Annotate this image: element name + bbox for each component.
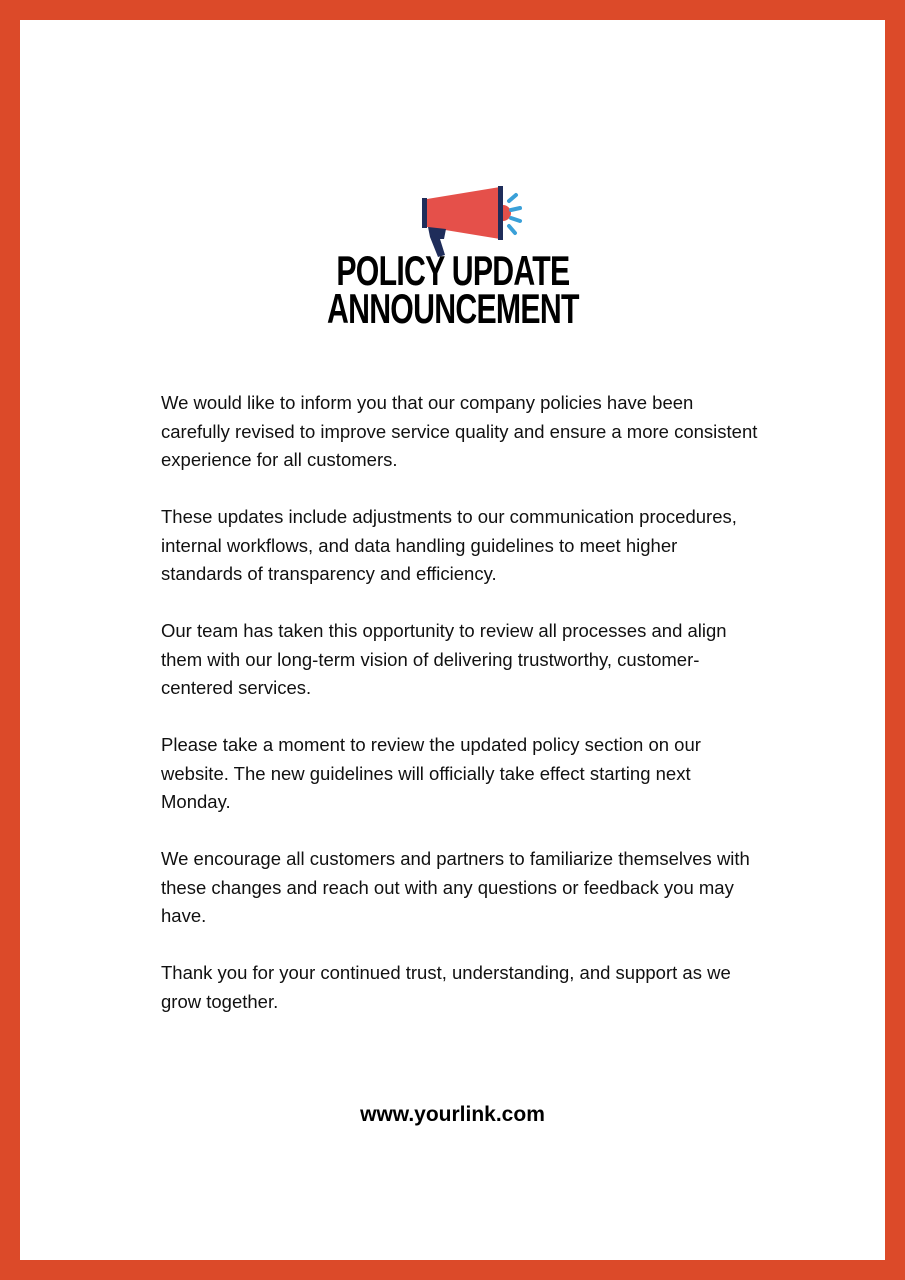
- paragraph: We would like to inform you that our company policies have been carefully revised to improve service quality and ensure a more consistent experience for all customers.: [161, 392, 758, 470]
- megaphone-icon: [400, 165, 530, 260]
- paragraph: Thank you for your continued trust, understanding, and support as we grow together.: [161, 962, 731, 1012]
- website-link[interactable]: www.yourlink.com: [360, 1103, 545, 1126]
- title-line-1: POLICY UPDATE: [335, 247, 570, 294]
- title-line-2: ANNOUNCEMENT: [326, 285, 579, 332]
- paragraph: Our team has taken this opportunity to review all processes and align them with our long-term vision of delivering trustworthy, customer-centered services.: [161, 620, 727, 698]
- paragraph: We encourage all customers and partners to familiarize themselves with these changes and reach out with any questions or feedback you may have.: [161, 848, 750, 926]
- paragraph: Please take a moment to review the updated policy section on our website. The new guidelines will officially take effect starting next Monday.: [161, 734, 701, 812]
- announcement-body: [161, 389, 761, 1045]
- announcement-page: [20, 20, 885, 1260]
- paragraph: These updates include adjustments to our communication procedures, internal workflows, and data handling guidelines to meet higher standards of transparency and efficiency.: [161, 506, 737, 584]
- page-title: [20, 247, 885, 332]
